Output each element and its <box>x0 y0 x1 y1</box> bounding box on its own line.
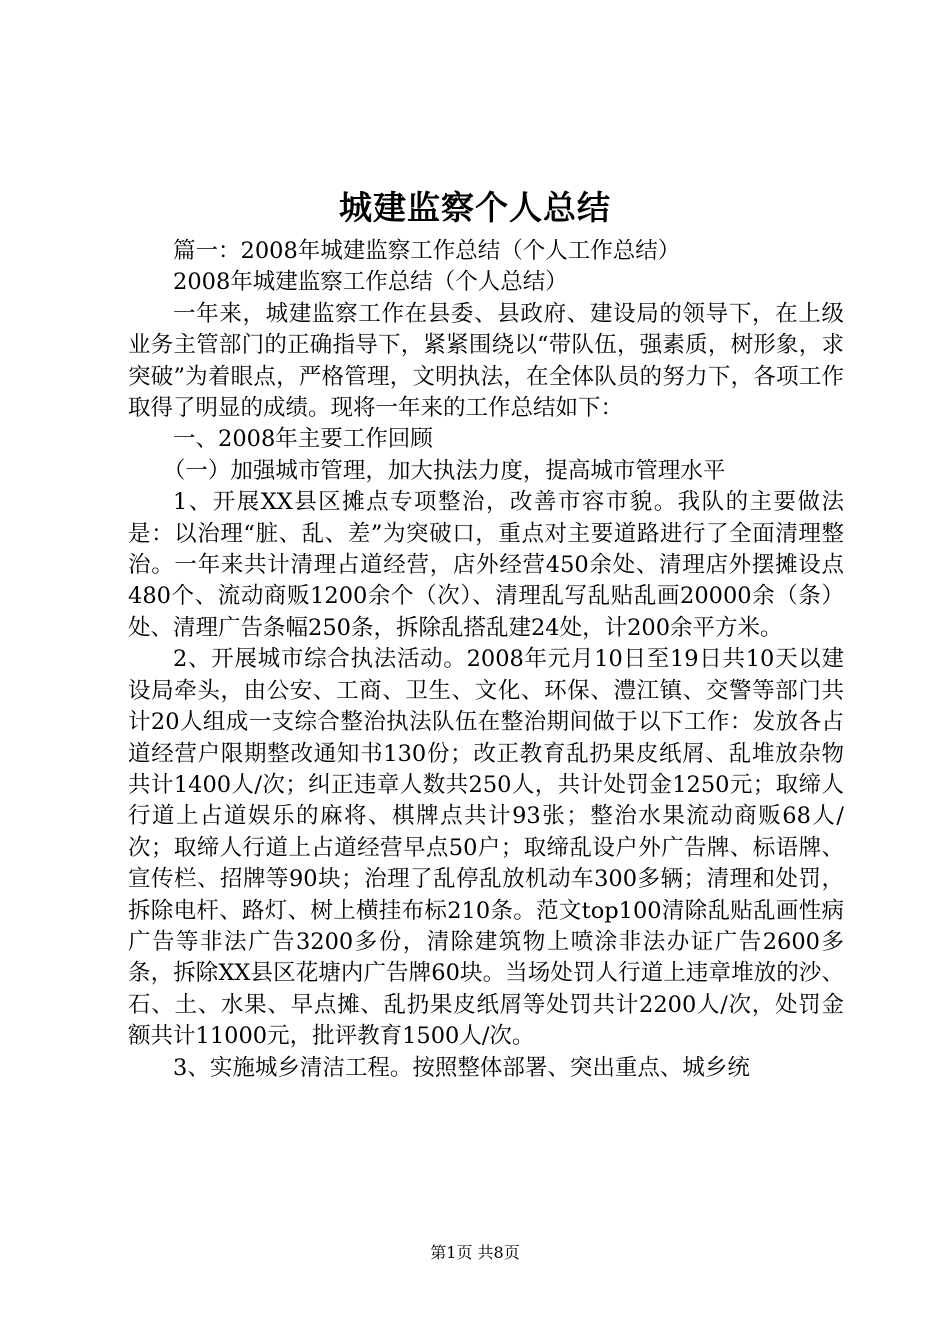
page-footer: 第1页 共8页 <box>430 1243 520 1262</box>
document-title: 城建监察个人总结 <box>339 188 611 227</box>
paragraph-chapter-heading: 篇一：2008年城建监察工作总结（个人工作总结） <box>173 238 681 264</box>
paragraph-item-1: 1、开展XX县区摊点专项整治，改善市容市貌。我队的主要做法是：以治理“脏、乱、差”为突破口，重点对主要道路进行了全面清理整治。一年来共计清理占道经营，店外经营450余处、清理店外摆摊设点480个、流动商贩1200余个（次）、清理乱写乱贴乱画20000余（条）处、清理广告条幅250条，拆除乱搭乱建24处，计200余平方米。 <box>128 489 844 641</box>
paragraph-item-2: 2、开展城市综合执法活动。2008年元月10日至19日共10天以建设局牵头，由公安、工商、卫生、文化、环保、澧江镇、交警等部门共计20人组成一支综合整治执法队伍在整治期间做于以下工作：发放各占道经营户限期整改通知书130份；改正教育乱扔果皮纸屑、乱堆放杂物共计1400人/次；纠正违章人数共250人，共计处罚金1250元；取缔人行道上占道娱乐的麻将、棋牌点共计93张；整治水果流动商贩68人/次；取缔人行道上占道经营早点50户；取缔乱设户外广告牌、标语牌、宣传栏、招牌等90块；治理了乱停乱放机动车300多辆；清理和处罚，拆除电杆、路灯、树上横挂布标210条。范文top100清除乱贴乱画性病广告等非法广告3200多份，清除建筑物上喷涂非法办证广告2600多条，拆除XX县区花塘内广告牌60块。当场处罚人行道上违章堆放的沙、石、土、水果、早点摊、乱扔果皮纸屑等处罚共计2200人/次，处罚金额共计11000元，批评教育1500人/次。 <box>128 646 844 1050</box>
paragraph-subtitle: 2008年城建监察工作总结（个人总结） <box>173 269 568 296</box>
document-body <box>128 236 844 1084</box>
paragraph-item-3: 3、实施城乡清洁工程。按照整体部署、突出重点、城乡统 <box>173 1054 750 1081</box>
paragraph-section-heading: 一、2008年主要工作回顾 <box>173 426 433 453</box>
paragraph-subsection-heading: （一）加强城市管理，加大执法力度，提高城市管理水平 <box>162 457 726 484</box>
paragraph-intro: 一年来，城建监察工作在县委、县政府、建设局的领导下，在上级业务主管部门的正确指导下，紧紧围绕以“带队伍，强素质，树形象，求突破”为着眼点，严格管理，文明执法，在全体队员的努力下，各项工作取得了明显的成绩。现将一年来的工作总结如下： <box>128 300 844 422</box>
